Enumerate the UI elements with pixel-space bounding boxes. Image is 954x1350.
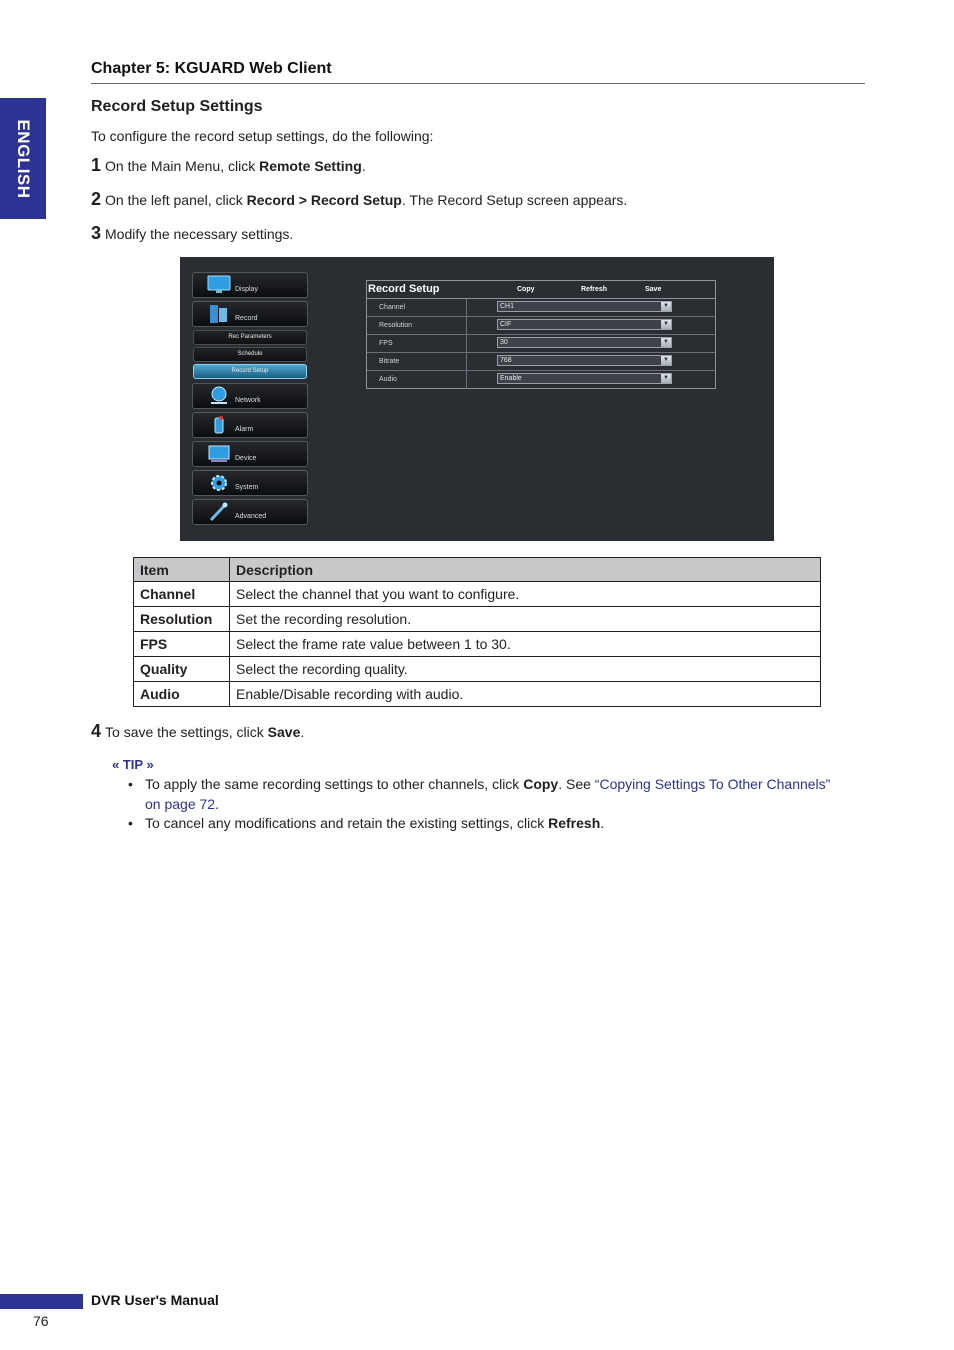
select-value: 30 (500, 339, 508, 346)
intro-text: To configure the record setup settings, do the following: (91, 128, 434, 144)
device-icon (207, 444, 231, 464)
step-text: On the left panel, click (105, 192, 247, 208)
menu-label: Advanced (235, 513, 267, 520)
menu-network[interactable] (192, 383, 308, 409)
panel-title: Record Setup (368, 283, 440, 295)
record-setup-screenshot (180, 257, 774, 541)
field-row (367, 299, 715, 317)
step-text: To save the settings, click (105, 724, 268, 740)
resolution-select[interactable] (497, 319, 672, 330)
page-number: 76 (33, 1313, 49, 1329)
table-row (134, 657, 821, 682)
bullet-text (145, 776, 830, 792)
step-text-end: . (300, 724, 305, 740)
menu-label: Display (235, 286, 258, 293)
table-header: Description (230, 558, 821, 582)
gear-icon (207, 473, 231, 493)
bullet-text (145, 815, 604, 831)
select-value: Enable (500, 375, 522, 382)
bullet-dot: • (128, 776, 133, 792)
field-row (367, 317, 715, 335)
table-row (134, 632, 821, 657)
bullet-text-part: To cancel any modifications and retain the existing settings, click (145, 815, 549, 831)
step-bold: Save (267, 724, 301, 740)
channel-select[interactable] (497, 301, 672, 312)
wrench-icon (207, 502, 231, 522)
select-value: 768 (500, 357, 512, 364)
table-cell-description: Select the frame rate value between 1 to 30. (230, 632, 821, 657)
table-cell-description: Enable/Disable recording with audio. (230, 682, 821, 707)
network-icon (207, 386, 231, 406)
table-cell-description: Select the channel that you want to configure. (230, 582, 821, 607)
bullet-text-part: . (600, 815, 605, 831)
chevron-down-icon: ▼ (661, 374, 671, 383)
bullet-text-part: . (215, 796, 219, 812)
record-setup-panel (366, 280, 716, 389)
step-text: Modify the necessary settings. (105, 226, 294, 242)
field-row (367, 371, 715, 389)
refresh-button[interactable]: Refresh (581, 286, 608, 293)
select-value: CIF (500, 321, 512, 328)
tip-label: « TIP » (112, 757, 154, 772)
menu-display[interactable] (192, 272, 308, 298)
chevron-down-icon: ▼ (661, 302, 671, 311)
bullet-text-part: To apply the same recording settings to other channels, click (145, 776, 524, 792)
step-number: 3 (91, 223, 102, 243)
menu-label: System (235, 484, 259, 491)
step-number: 2 (91, 189, 102, 209)
page-reference-link[interactable]: on page 72 (145, 796, 216, 812)
field-label: Bitrate (379, 358, 400, 365)
table-header-row (134, 558, 821, 582)
field-row (367, 353, 715, 371)
menu-device[interactable] (192, 441, 308, 467)
step-number: 1 (91, 155, 102, 175)
bullet-text-part: . See (558, 776, 595, 792)
fps-select[interactable] (497, 337, 672, 348)
table-row (134, 682, 821, 707)
settings-table (133, 557, 821, 707)
field-label: FPS (379, 340, 393, 347)
chevron-down-icon: ▼ (661, 320, 671, 329)
language-tab (0, 98, 46, 219)
chevron-down-icon: ▼ (661, 338, 671, 347)
field-label: Resolution (379, 322, 413, 329)
table-cell-item: Channel (134, 582, 230, 607)
step-1 (91, 155, 366, 176)
step-text-end: . (361, 158, 366, 174)
table-cell-item: FPS (134, 632, 230, 657)
save-button[interactable]: Save (645, 286, 662, 293)
bullet-bold: Copy (523, 776, 559, 792)
field-label: Audio (379, 376, 397, 383)
menu-system[interactable] (192, 470, 308, 496)
submenu-rec-parameters[interactable]: Rec Parameters (193, 330, 307, 345)
audio-select[interactable] (497, 373, 672, 384)
table-cell-description: Select the recording quality. (230, 657, 821, 682)
step-number: 4 (91, 721, 102, 741)
menu-record[interactable] (192, 301, 308, 327)
table-header: Item (134, 558, 230, 582)
bullet-bold: Refresh (548, 815, 601, 831)
bullet-text-line2 (145, 796, 219, 812)
table-cell-item: Resolution (134, 607, 230, 632)
step-4 (91, 721, 304, 742)
left-panel (188, 269, 312, 533)
copy-button[interactable]: Copy (517, 286, 535, 293)
alarm-icon (207, 415, 231, 435)
chapter-divider (91, 83, 865, 84)
field-label: Channel (379, 304, 406, 311)
record-icon (207, 304, 231, 324)
step-2 (91, 189, 627, 210)
table-row (134, 607, 821, 632)
monitor-icon (207, 275, 231, 295)
panel-header (367, 281, 715, 299)
table-cell-description: Set the recording resolution. (230, 607, 821, 632)
step-bold: Remote Setting (259, 158, 362, 174)
step-bold: Record > Record Setup (246, 192, 402, 208)
step-text: On the Main Menu, click (105, 158, 260, 174)
step-3 (91, 223, 293, 244)
menu-alarm[interactable] (192, 412, 308, 438)
menu-label: Network (235, 397, 261, 404)
section-title: Record Setup Settings (91, 98, 263, 115)
step-text-end: . The Record Setup screen appears. (401, 192, 628, 208)
table-cell-item: Audio (134, 682, 230, 707)
submenu-schedule[interactable]: Schedule (193, 347, 307, 362)
field-row (367, 335, 715, 353)
bullet-dot: • (128, 815, 133, 831)
submenu-record-setup[interactable]: Record Setup (193, 364, 307, 379)
select-value: CH1 (500, 303, 515, 310)
menu-label: Alarm (235, 426, 254, 433)
table-row (134, 582, 821, 607)
footer-title: DVR User's Manual (91, 1292, 219, 1308)
table-cell-item: Quality (134, 657, 230, 682)
bitrate-select[interactable] (497, 355, 672, 366)
chapter-heading: Chapter 5: KGUARD Web Client (91, 60, 332, 77)
footer-bar (0, 1294, 83, 1309)
menu-label: Record (235, 315, 258, 322)
cross-reference-link[interactable]: “Copying Settings To Other Channels” (594, 776, 831, 792)
menu-advanced[interactable] (192, 499, 308, 525)
language-tab-label: ENGLISH (14, 118, 33, 199)
menu-label: Device (235, 455, 257, 462)
chevron-down-icon: ▼ (661, 356, 671, 365)
